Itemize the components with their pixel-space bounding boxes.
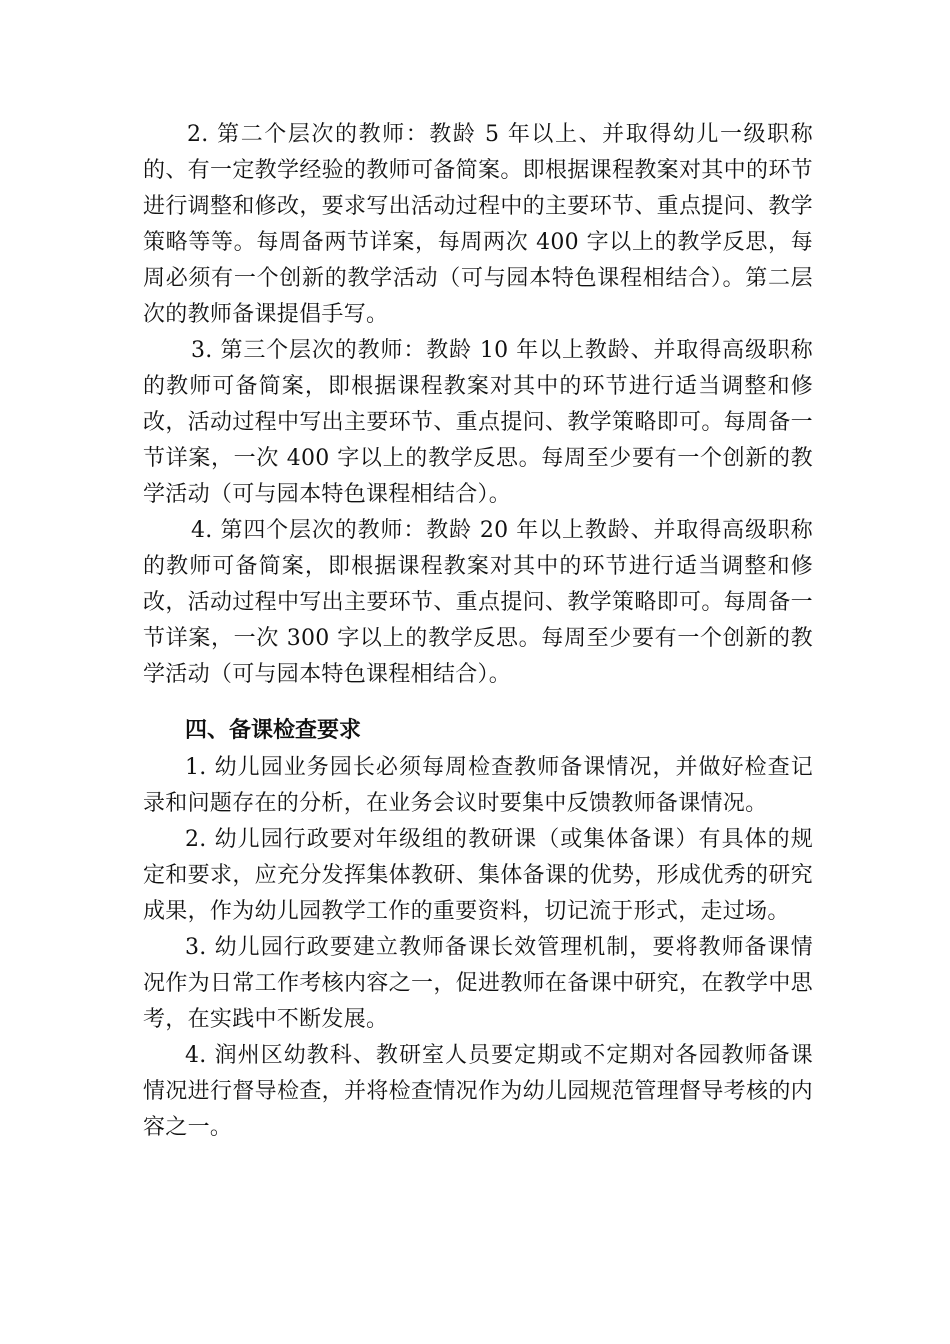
paragraph-teacher-level-3: 3. 第三个层次的教师：教龄 10 年以上教龄、并取得高级职称的教师可备简案，即根据课程教案对其中的环节进行适当调整和修改，活动过程中写出主要环节、重点提问、教学策略即可。每周备一节详案，一次 400 字以上的教学反思。每周至少要有一个创新的教学活动（可与园本特色课程相结合）。 — [143, 338, 813, 507]
requirement-item-4: 4. 润州区幼教科、教研室人员要定期或不定期对各园教师备课情况进行督导检查，并将检查情况作为幼儿园规范管理督导考核的内容之一。 — [143, 1043, 813, 1140]
paragraph-teacher-level-2: 2. 第二个层次的教师：教龄 5 年以上、并取得幼儿一级职称的、有一定教学经验的教师可备简案。即根据课程教案对其中的环节进行调整和修改，要求写出活动过程中的主要环节、重点提问、教学策略等等。每周备两节详案，每周两次 400 字以上的教学反思，每周必须有一个创新的教学活动（可与园本特色课程相结合）。第二层次的教师备课提倡手写。 — [143, 122, 813, 327]
paragraph-teacher-level-4: 4. 第四个层次的教师：教龄 20 年以上教龄、并取得高级职称的教师可备简案，即根据课程教案对其中的环节进行适当调整和修改，活动过程中写出主要环节、重点提问、教学策略即可。每周备一节详案，一次 300 字以上的教学反思。每周至少要有一个创新的教学活动（可与园本特色课程相结合）。 — [143, 518, 813, 687]
requirement-item-1: 1. 幼儿园业务园长必须每周检查教师备课情况，并做好检查记录和问题存在的分析，在业务会议时要集中反馈教师备课情况。 — [143, 755, 813, 816]
section-heading-lesson-prep-inspection: 四、备课检查要求 — [185, 718, 362, 743]
requirement-item-2: 2. 幼儿园行政要对年级组的教研课（或集体备课）有具体的规定和要求，应充分发挥集体教研、集体备课的优势，形成优秀的研究成果，作为幼儿园教学工作的重要资料，切记流于形式，走过场。 — [143, 827, 813, 924]
requirement-item-3: 3. 幼儿园行政要建立教师备课长效管理机制，要将教师备课情况作为日常工作考核内容之一，促进教师在备课中研究，在教学中思考，在实践中不断发展。 — [143, 935, 813, 1032]
